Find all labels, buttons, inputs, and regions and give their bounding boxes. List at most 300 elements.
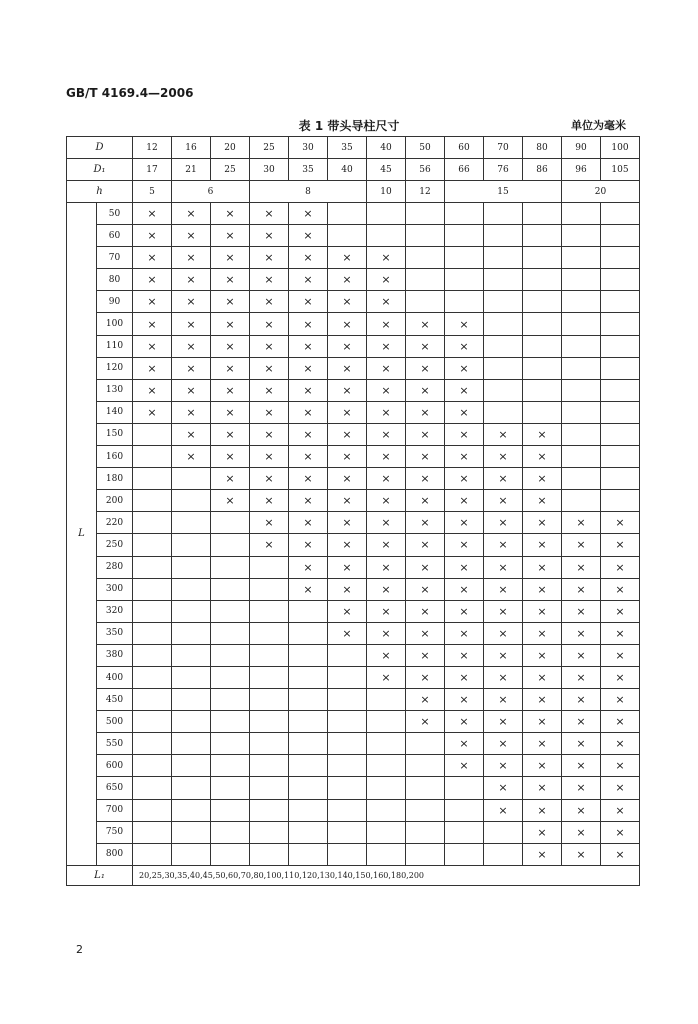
- available-mark: ×: [250, 335, 289, 357]
- l-value: 550: [97, 733, 133, 755]
- available-mark: ×: [562, 512, 601, 534]
- available-mark: ×: [367, 490, 406, 512]
- empty-cell: [328, 843, 367, 865]
- empty-cell: [133, 733, 172, 755]
- available-mark: ×: [445, 468, 484, 490]
- available-mark: ×: [484, 578, 523, 600]
- available-mark: ×: [445, 644, 484, 666]
- empty-cell: [211, 821, 250, 843]
- row-l: [67, 203, 640, 225]
- available-mark: ×: [562, 556, 601, 578]
- empty-cell: [133, 556, 172, 578]
- row-l: [67, 777, 640, 799]
- empty-cell: [211, 622, 250, 644]
- d-value: 12: [133, 137, 172, 159]
- empty-cell: [562, 269, 601, 291]
- available-mark: ×: [211, 269, 250, 291]
- d-value: 80: [523, 137, 562, 159]
- empty-cell: [211, 777, 250, 799]
- empty-cell: [484, 379, 523, 401]
- available-mark: ×: [601, 777, 640, 799]
- available-mark: ×: [484, 666, 523, 688]
- l-value: 140: [97, 401, 133, 423]
- available-mark: ×: [406, 644, 445, 666]
- empty-cell: [601, 468, 640, 490]
- available-mark: ×: [328, 379, 367, 401]
- empty-cell: [211, 600, 250, 622]
- empty-cell: [601, 291, 640, 313]
- d-value: 30: [289, 137, 328, 159]
- empty-cell: [250, 556, 289, 578]
- available-mark: ×: [601, 512, 640, 534]
- available-mark: ×: [289, 335, 328, 357]
- available-mark: ×: [406, 622, 445, 644]
- l-value: 160: [97, 446, 133, 468]
- empty-cell: [133, 578, 172, 600]
- empty-cell: [406, 843, 445, 865]
- empty-cell: [484, 291, 523, 313]
- available-mark: ×: [445, 512, 484, 534]
- empty-cell: [172, 622, 211, 644]
- empty-cell: [445, 291, 484, 313]
- empty-cell: [289, 600, 328, 622]
- empty-cell: [523, 247, 562, 269]
- available-mark: ×: [562, 843, 601, 865]
- available-mark: ×: [250, 269, 289, 291]
- l-value: 60: [97, 225, 133, 247]
- available-mark: ×: [484, 468, 523, 490]
- available-mark: ×: [445, 357, 484, 379]
- available-mark: ×: [523, 512, 562, 534]
- available-mark: ×: [523, 622, 562, 644]
- row-l: [67, 755, 640, 777]
- empty-cell: [289, 711, 328, 733]
- available-mark: ×: [133, 291, 172, 313]
- available-mark: ×: [445, 401, 484, 423]
- available-mark: ×: [601, 733, 640, 755]
- available-mark: ×: [523, 468, 562, 490]
- available-mark: ×: [250, 423, 289, 445]
- table-caption: 表 1 带头导柱尺寸: [298, 119, 400, 133]
- available-mark: ×: [523, 821, 562, 843]
- row-l: [67, 666, 640, 688]
- available-mark: ×: [211, 335, 250, 357]
- available-mark: ×: [562, 689, 601, 711]
- empty-cell: [484, 203, 523, 225]
- available-mark: ×: [484, 534, 523, 556]
- available-mark: ×: [367, 423, 406, 445]
- available-mark: ×: [211, 468, 250, 490]
- available-mark: ×: [367, 468, 406, 490]
- h-value: 10: [367, 181, 406, 203]
- available-mark: ×: [328, 534, 367, 556]
- available-mark: ×: [211, 291, 250, 313]
- available-mark: ×: [328, 269, 367, 291]
- row-l: [67, 335, 640, 357]
- available-mark: ×: [172, 313, 211, 335]
- empty-cell: [601, 225, 640, 247]
- empty-cell: [367, 711, 406, 733]
- row-l: [67, 401, 640, 423]
- l-value: 280: [97, 556, 133, 578]
- available-mark: ×: [484, 799, 523, 821]
- available-mark: ×: [367, 556, 406, 578]
- available-mark: ×: [406, 446, 445, 468]
- available-mark: ×: [484, 600, 523, 622]
- empty-cell: [601, 357, 640, 379]
- empty-cell: [289, 666, 328, 688]
- empty-cell: [172, 468, 211, 490]
- empty-cell: [601, 269, 640, 291]
- available-mark: ×: [562, 821, 601, 843]
- available-mark: ×: [328, 291, 367, 313]
- available-mark: ×: [406, 401, 445, 423]
- page-number: 2: [76, 943, 83, 956]
- empty-cell: [172, 600, 211, 622]
- empty-cell: [211, 578, 250, 600]
- empty-cell: [289, 644, 328, 666]
- empty-cell: [133, 534, 172, 556]
- row-l: [67, 225, 640, 247]
- available-mark: ×: [250, 379, 289, 401]
- available-mark: ×: [523, 799, 562, 821]
- available-mark: ×: [484, 490, 523, 512]
- available-mark: ×: [328, 600, 367, 622]
- h-value: 6: [172, 181, 250, 203]
- standard-code: GB/T 4169.4—2006: [66, 86, 194, 100]
- empty-cell: [406, 755, 445, 777]
- available-mark: ×: [250, 313, 289, 335]
- empty-cell: [445, 777, 484, 799]
- empty-cell: [172, 512, 211, 534]
- empty-cell: [523, 335, 562, 357]
- row-l: [67, 247, 640, 269]
- row-l: [67, 446, 640, 468]
- available-mark: ×: [562, 799, 601, 821]
- available-mark: ×: [484, 689, 523, 711]
- empty-cell: [133, 446, 172, 468]
- d-value: 25: [250, 137, 289, 159]
- empty-cell: [562, 203, 601, 225]
- available-mark: ×: [601, 600, 640, 622]
- empty-cell: [289, 733, 328, 755]
- empty-cell: [289, 799, 328, 821]
- available-mark: ×: [328, 335, 367, 357]
- empty-cell: [133, 821, 172, 843]
- empty-cell: [523, 269, 562, 291]
- available-mark: ×: [445, 313, 484, 335]
- row-l: [67, 644, 640, 666]
- empty-cell: [367, 843, 406, 865]
- available-mark: ×: [289, 269, 328, 291]
- available-mark: ×: [367, 401, 406, 423]
- label-l1: L₁: [67, 865, 133, 885]
- empty-cell: [484, 843, 523, 865]
- empty-cell: [445, 225, 484, 247]
- row-l: [67, 534, 640, 556]
- available-mark: ×: [523, 843, 562, 865]
- empty-cell: [133, 423, 172, 445]
- row-l: [67, 490, 640, 512]
- available-mark: ×: [133, 379, 172, 401]
- available-mark: ×: [523, 711, 562, 733]
- empty-cell: [562, 335, 601, 357]
- available-mark: ×: [367, 269, 406, 291]
- empty-cell: [133, 666, 172, 688]
- l-value: 350: [97, 622, 133, 644]
- available-mark: ×: [133, 401, 172, 423]
- empty-cell: [172, 556, 211, 578]
- empty-cell: [250, 578, 289, 600]
- available-mark: ×: [328, 247, 367, 269]
- available-mark: ×: [367, 313, 406, 335]
- available-mark: ×: [445, 379, 484, 401]
- available-mark: ×: [484, 423, 523, 445]
- available-mark: ×: [445, 556, 484, 578]
- available-mark: ×: [406, 335, 445, 357]
- available-mark: ×: [172, 357, 211, 379]
- available-mark: ×: [172, 269, 211, 291]
- available-mark: ×: [406, 556, 445, 578]
- label-l: L: [67, 203, 97, 866]
- row-l: [67, 689, 640, 711]
- empty-cell: [328, 644, 367, 666]
- h-value: 12: [406, 181, 445, 203]
- available-mark: ×: [406, 313, 445, 335]
- available-mark: ×: [406, 578, 445, 600]
- available-mark: ×: [601, 799, 640, 821]
- available-mark: ×: [562, 777, 601, 799]
- empty-cell: [601, 423, 640, 445]
- empty-cell: [172, 689, 211, 711]
- l-value: 800: [97, 843, 133, 865]
- empty-cell: [406, 203, 445, 225]
- h-value: 8: [250, 181, 367, 203]
- available-mark: ×: [289, 247, 328, 269]
- d-value: 60: [445, 137, 484, 159]
- available-mark: ×: [289, 313, 328, 335]
- empty-cell: [484, 225, 523, 247]
- available-mark: ×: [328, 357, 367, 379]
- row-l: [67, 291, 640, 313]
- empty-cell: [328, 689, 367, 711]
- available-mark: ×: [484, 777, 523, 799]
- available-mark: ×: [211, 379, 250, 401]
- available-mark: ×: [211, 203, 250, 225]
- available-mark: ×: [328, 446, 367, 468]
- available-mark: ×: [523, 446, 562, 468]
- empty-cell: [445, 799, 484, 821]
- available-mark: ×: [445, 755, 484, 777]
- d-value: 35: [328, 137, 367, 159]
- row-l: [67, 821, 640, 843]
- available-mark: ×: [445, 600, 484, 622]
- available-mark: ×: [601, 689, 640, 711]
- d1-value: 56: [406, 159, 445, 181]
- available-mark: ×: [523, 600, 562, 622]
- empty-cell: [406, 777, 445, 799]
- available-mark: ×: [601, 534, 640, 556]
- empty-cell: [523, 225, 562, 247]
- empty-cell: [289, 689, 328, 711]
- row-l: [67, 799, 640, 821]
- empty-cell: [172, 711, 211, 733]
- available-mark: ×: [367, 622, 406, 644]
- empty-cell: [211, 733, 250, 755]
- empty-cell: [133, 711, 172, 733]
- d1-value: 66: [445, 159, 484, 181]
- empty-cell: [250, 666, 289, 688]
- available-mark: ×: [367, 446, 406, 468]
- available-mark: ×: [250, 203, 289, 225]
- available-mark: ×: [445, 423, 484, 445]
- l-value: 380: [97, 644, 133, 666]
- available-mark: ×: [367, 247, 406, 269]
- d-value: 90: [562, 137, 601, 159]
- d1-value: 35: [289, 159, 328, 181]
- available-mark: ×: [445, 534, 484, 556]
- empty-cell: [601, 490, 640, 512]
- empty-cell: [523, 313, 562, 335]
- available-mark: ×: [133, 357, 172, 379]
- available-mark: ×: [289, 446, 328, 468]
- empty-cell: [406, 247, 445, 269]
- available-mark: ×: [562, 600, 601, 622]
- empty-cell: [133, 843, 172, 865]
- empty-cell: [172, 490, 211, 512]
- empty-cell: [445, 247, 484, 269]
- empty-cell: [601, 203, 640, 225]
- available-mark: ×: [484, 622, 523, 644]
- empty-cell: [211, 799, 250, 821]
- available-mark: ×: [523, 423, 562, 445]
- l-value: 100: [97, 313, 133, 335]
- available-mark: ×: [328, 490, 367, 512]
- available-mark: ×: [562, 534, 601, 556]
- available-mark: ×: [601, 821, 640, 843]
- h-value: 20: [562, 181, 640, 203]
- available-mark: ×: [250, 534, 289, 556]
- row-l1: [67, 865, 640, 885]
- empty-cell: [562, 468, 601, 490]
- empty-cell: [289, 622, 328, 644]
- available-mark: ×: [406, 468, 445, 490]
- available-mark: ×: [289, 534, 328, 556]
- available-mark: ×: [484, 644, 523, 666]
- available-mark: ×: [289, 578, 328, 600]
- available-mark: ×: [523, 777, 562, 799]
- empty-cell: [328, 821, 367, 843]
- row-h: [67, 181, 640, 203]
- empty-cell: [406, 821, 445, 843]
- available-mark: ×: [523, 689, 562, 711]
- available-mark: ×: [289, 512, 328, 534]
- available-mark: ×: [367, 534, 406, 556]
- empty-cell: [133, 755, 172, 777]
- row-l: [67, 357, 640, 379]
- available-mark: ×: [211, 490, 250, 512]
- empty-cell: [250, 755, 289, 777]
- available-mark: ×: [328, 313, 367, 335]
- available-mark: ×: [172, 247, 211, 269]
- available-mark: ×: [523, 490, 562, 512]
- available-mark: ×: [289, 468, 328, 490]
- d1-value: 25: [211, 159, 250, 181]
- empty-cell: [211, 556, 250, 578]
- empty-cell: [484, 335, 523, 357]
- empty-cell: [133, 468, 172, 490]
- available-mark: ×: [445, 446, 484, 468]
- available-mark: ×: [406, 512, 445, 534]
- empty-cell: [562, 357, 601, 379]
- available-mark: ×: [484, 755, 523, 777]
- row-l: [67, 600, 640, 622]
- empty-cell: [562, 313, 601, 335]
- available-mark: ×: [172, 203, 211, 225]
- row-l: [67, 379, 640, 401]
- empty-cell: [562, 423, 601, 445]
- empty-cell: [406, 733, 445, 755]
- empty-cell: [367, 733, 406, 755]
- empty-cell: [211, 534, 250, 556]
- empty-cell: [367, 755, 406, 777]
- l-value: 750: [97, 821, 133, 843]
- empty-cell: [445, 843, 484, 865]
- l-value: 600: [97, 755, 133, 777]
- l-value: 110: [97, 335, 133, 357]
- empty-cell: [328, 666, 367, 688]
- row-l: [67, 269, 640, 291]
- available-mark: ×: [211, 247, 250, 269]
- available-mark: ×: [406, 711, 445, 733]
- empty-cell: [250, 689, 289, 711]
- empty-cell: [250, 799, 289, 821]
- available-mark: ×: [562, 644, 601, 666]
- empty-cell: [250, 821, 289, 843]
- available-mark: ×: [601, 843, 640, 865]
- available-mark: ×: [289, 490, 328, 512]
- empty-cell: [367, 777, 406, 799]
- l-value: 700: [97, 799, 133, 821]
- available-mark: ×: [601, 622, 640, 644]
- available-mark: ×: [484, 733, 523, 755]
- empty-cell: [523, 203, 562, 225]
- l-value: 50: [97, 203, 133, 225]
- empty-cell: [250, 600, 289, 622]
- available-mark: ×: [406, 490, 445, 512]
- available-mark: ×: [445, 490, 484, 512]
- available-mark: ×: [289, 203, 328, 225]
- available-mark: ×: [211, 423, 250, 445]
- empty-cell: [445, 203, 484, 225]
- available-mark: ×: [367, 512, 406, 534]
- available-mark: ×: [211, 313, 250, 335]
- available-mark: ×: [367, 291, 406, 313]
- available-mark: ×: [562, 711, 601, 733]
- available-mark: ×: [289, 379, 328, 401]
- l-value: 400: [97, 666, 133, 688]
- d1-value: 76: [484, 159, 523, 181]
- empty-cell: [289, 821, 328, 843]
- available-mark: ×: [601, 644, 640, 666]
- available-mark: ×: [406, 357, 445, 379]
- empty-cell: [211, 711, 250, 733]
- available-mark: ×: [328, 578, 367, 600]
- available-mark: ×: [211, 225, 250, 247]
- available-mark: ×: [367, 666, 406, 688]
- l-value: 250: [97, 534, 133, 556]
- empty-cell: [406, 269, 445, 291]
